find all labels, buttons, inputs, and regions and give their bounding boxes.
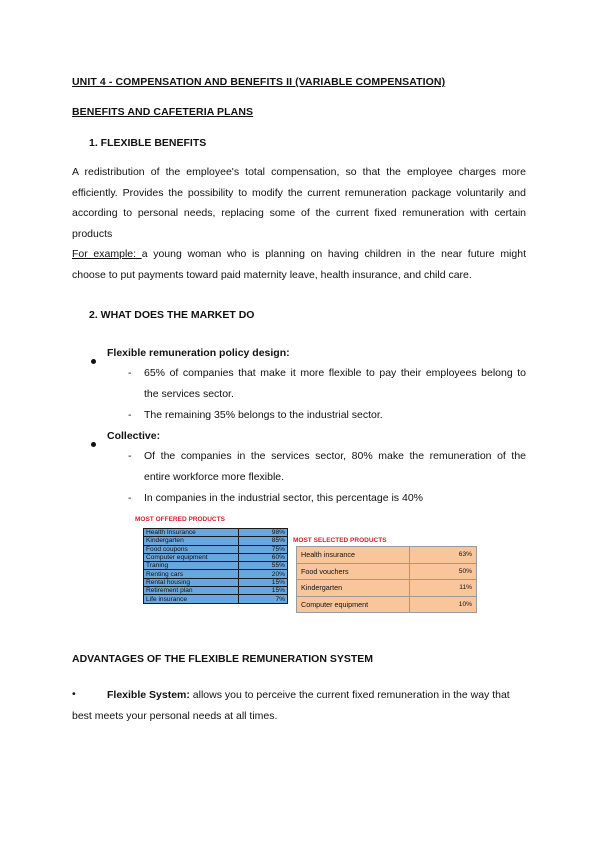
bullet-item: In companies in the industrial sector, this percentage is 40% — [144, 492, 423, 504]
paragraph-line: according to personal needs, replacing some of the current fixed remuneration with certain — [72, 207, 526, 219]
product-value: 98% — [239, 529, 288, 537]
example-line — [72, 244, 526, 265]
product-name: Food coupons — [144, 545, 239, 553]
bullet-item: The remaining 35% belongs to the industrial sector. — [144, 409, 383, 421]
market-heading: 2. WHAT DOES THE MARKET DO — [89, 309, 255, 321]
selected-row — [297, 563, 477, 580]
product-name: Health insurance — [297, 547, 410, 564]
item-line: 65% of companies that make it more flexible to pay their employees belong to — [144, 367, 526, 379]
product-value: 11% — [410, 580, 477, 597]
bullet-title-collective: Collective: — [107, 430, 161, 442]
example-label: For example: — [72, 248, 142, 260]
product-name: Kindergarten — [297, 580, 410, 597]
unit-title: UNIT 4 - COMPENSATION AND BENEFITS II (VARIABLE COMPENSATION) — [72, 76, 446, 88]
product-name: Computer equipment — [144, 553, 239, 561]
example-line-2: choose to put payments toward paid maternity leave, health insurance, and child care. — [72, 268, 472, 281]
product-name: Retirement plan — [144, 587, 239, 595]
selected-row — [297, 596, 477, 613]
product-value: 50% — [410, 563, 477, 580]
selected-products-table — [296, 546, 477, 613]
bullet-icon — [91, 434, 96, 452]
product-name: Traning — [144, 562, 239, 570]
product-value: 15% — [239, 587, 288, 595]
product-value: 60% — [239, 553, 288, 561]
dash: - — [128, 450, 132, 462]
product-value: 10% — [410, 596, 477, 613]
product-name: Life insurance — [144, 595, 239, 603]
offered-row — [144, 529, 288, 537]
example-text: a young woman who is planning on having children in the near future might — [141, 248, 526, 260]
bullet-title-policy: Flexible remuneration policy design: — [107, 347, 290, 359]
offered-row — [144, 570, 288, 578]
item-line: Of the companies in the services sector, 80% make the remuneration of the — [144, 450, 526, 462]
paragraph-line: products — [72, 227, 113, 240]
product-value: 55% — [239, 562, 288, 570]
offered-row — [144, 537, 288, 545]
product-value: 15% — [239, 578, 288, 586]
dash: - — [128, 409, 132, 421]
offered-row — [144, 578, 288, 586]
advantages-heading: ADVANTAGES OF THE FLEXIBLE REMUNERATION SYSTEM — [72, 653, 374, 665]
bullet-icon: • — [72, 688, 76, 700]
offered-row — [144, 587, 288, 595]
product-name: Food vouchers — [297, 563, 410, 580]
product-name: Computer equipment — [297, 596, 410, 613]
product-value: 63% — [410, 547, 477, 564]
offered-row — [144, 545, 288, 553]
paragraph-line: efficiently. Provides the possibility to modify the current remuneration package voluntarily and — [72, 186, 526, 199]
selected-table-title: MOST SELECTED PRODUCTS — [293, 537, 387, 544]
advantages-item-title: Flexible System: — [107, 689, 190, 701]
bullet-icon — [91, 351, 96, 369]
advantages-paragraph — [72, 685, 526, 726]
section-title: BENEFITS AND CAFETERIA PLANS — [72, 106, 254, 118]
advantages-item-text: allows you to perceive the current fixed remuneration in the way that — [189, 689, 510, 701]
selected-row — [297, 580, 477, 597]
product-name: Rental housing — [144, 578, 239, 586]
advantages-item-text-2: best meets your personal needs at all times. — [72, 709, 278, 722]
product-name: Health Insurance — [144, 529, 239, 537]
product-name: Kindergarten — [144, 537, 239, 545]
offered-products-table — [143, 528, 288, 604]
product-name: Renting cars — [144, 570, 239, 578]
bullet-item — [144, 446, 526, 487]
dash: - — [128, 367, 132, 379]
flexible-benefits-heading: 1. FLEXIBLE BENEFITS — [89, 137, 207, 149]
product-value: 7% — [239, 595, 288, 603]
item-line: the services sector. — [144, 387, 234, 400]
offered-row — [144, 595, 288, 603]
offered-row — [144, 553, 288, 561]
offered-row — [144, 562, 288, 570]
item-line: entire workforce more flexible. — [144, 470, 285, 483]
flexible-benefits-paragraph — [72, 162, 526, 285]
paragraph-line: A redistribution of the employee's total compensation, so that the employee charges more — [72, 166, 526, 178]
bullet-item — [144, 363, 526, 404]
dash: - — [128, 492, 132, 504]
product-value: 20% — [239, 570, 288, 578]
offered-table-title: MOST OFFERED PRODUCTS — [135, 516, 225, 523]
selected-row — [297, 547, 477, 564]
product-value: 75% — [239, 545, 288, 553]
product-value: 85% — [239, 537, 288, 545]
